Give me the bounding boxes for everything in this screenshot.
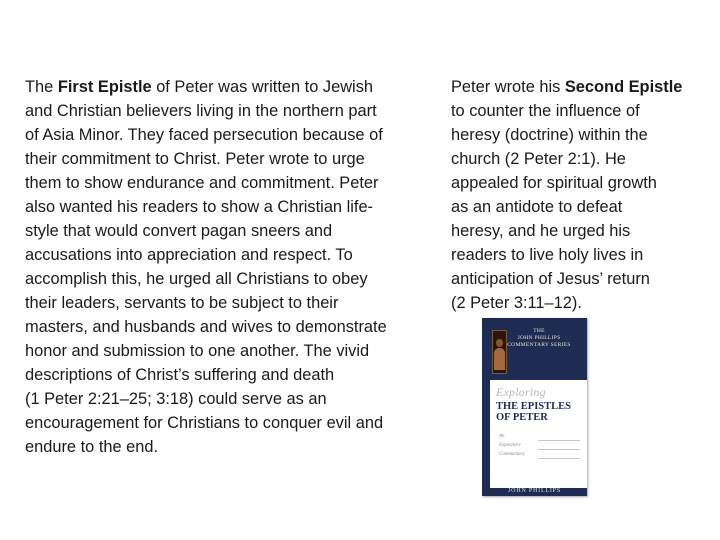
book-series-label (496, 328, 582, 349)
left-line: encouragement for Christians to conquer evil and (25, 414, 384, 432)
right-line: (2 Peter 3:11–12). (451, 294, 582, 312)
right-line: to counter the influence of (451, 102, 640, 120)
right-line: as an antidote to defeat (451, 198, 623, 216)
book-series-line: JOHN PHILLIPS (517, 335, 561, 341)
book-series-line: THE (533, 328, 545, 334)
right-line: appealed for spiritual growth (451, 174, 657, 192)
right-text-column (451, 75, 713, 315)
left-line-1-suffix: of Peter was written to Jewish (151, 78, 374, 96)
right-line-1 (451, 75, 713, 99)
right-line: readers to live holy lives in (451, 246, 644, 264)
left-line: their commitment to Christ. Peter wrote to urge (25, 150, 365, 168)
left-line: masters, and husbands and wives to demonstrate (25, 318, 387, 336)
right-line-1-prefix: Peter wrote his (451, 78, 565, 96)
left-line: descriptions of Christ’s suffering and death (25, 366, 335, 384)
book-subtitle-line: An (499, 434, 505, 439)
left-line: endure to the end. (25, 438, 159, 456)
book-author: JOHN PHILLIPS (508, 488, 561, 494)
left-line: their leaders, servants to be subject to their (25, 294, 339, 312)
book-cover-image (482, 318, 587, 496)
left-text-column (25, 75, 437, 459)
right-line: anticipation of Jesus’ return (451, 270, 650, 288)
left-line: also wanted his readers to show a Christian life- (25, 198, 374, 216)
book-subtitle-line: Commentary (499, 452, 525, 457)
right-line: heresy (doctrine) within the (451, 126, 648, 144)
first-epistle-bold: First Epistle (57, 78, 152, 96)
book-title-panel (490, 380, 587, 488)
second-epistle-bold: Second Epistle (564, 78, 683, 96)
left-line: accusations into appreciation and respect. To (25, 246, 353, 264)
book-exploring-text: Exploring (496, 385, 546, 399)
book-subtitle-line: Expository (499, 443, 521, 448)
book-divider (538, 458, 580, 459)
book-title: THE EPISTLES OF PETER (496, 401, 571, 423)
left-line: and Christian believers living in the northern part (25, 102, 377, 120)
book-divider (538, 440, 580, 441)
left-line: of Asia Minor. They faced persecution because of (25, 126, 383, 144)
left-line: honor and submission to one another. The vivid (25, 342, 370, 360)
right-line: heresy, and he urged his (451, 222, 631, 240)
portrait-torso (494, 348, 505, 370)
left-line-1-prefix: The (25, 78, 58, 96)
left-line: style that would convert pagan sneers and (25, 222, 333, 240)
right-line: church (2 Peter 2:1). He (451, 150, 626, 168)
left-line: accomplish this, he urged all Christians to obey (25, 270, 368, 288)
book-series-line: COMMENTARY SERIES (507, 342, 571, 348)
left-line-1 (25, 75, 437, 99)
book-divider (538, 449, 580, 450)
book-subtitle (499, 432, 579, 459)
left-line: (1 Peter 2:21–25; 3:18) could serve as an (25, 390, 327, 408)
left-line: them to show endurance and commitment. Peter (25, 174, 379, 192)
